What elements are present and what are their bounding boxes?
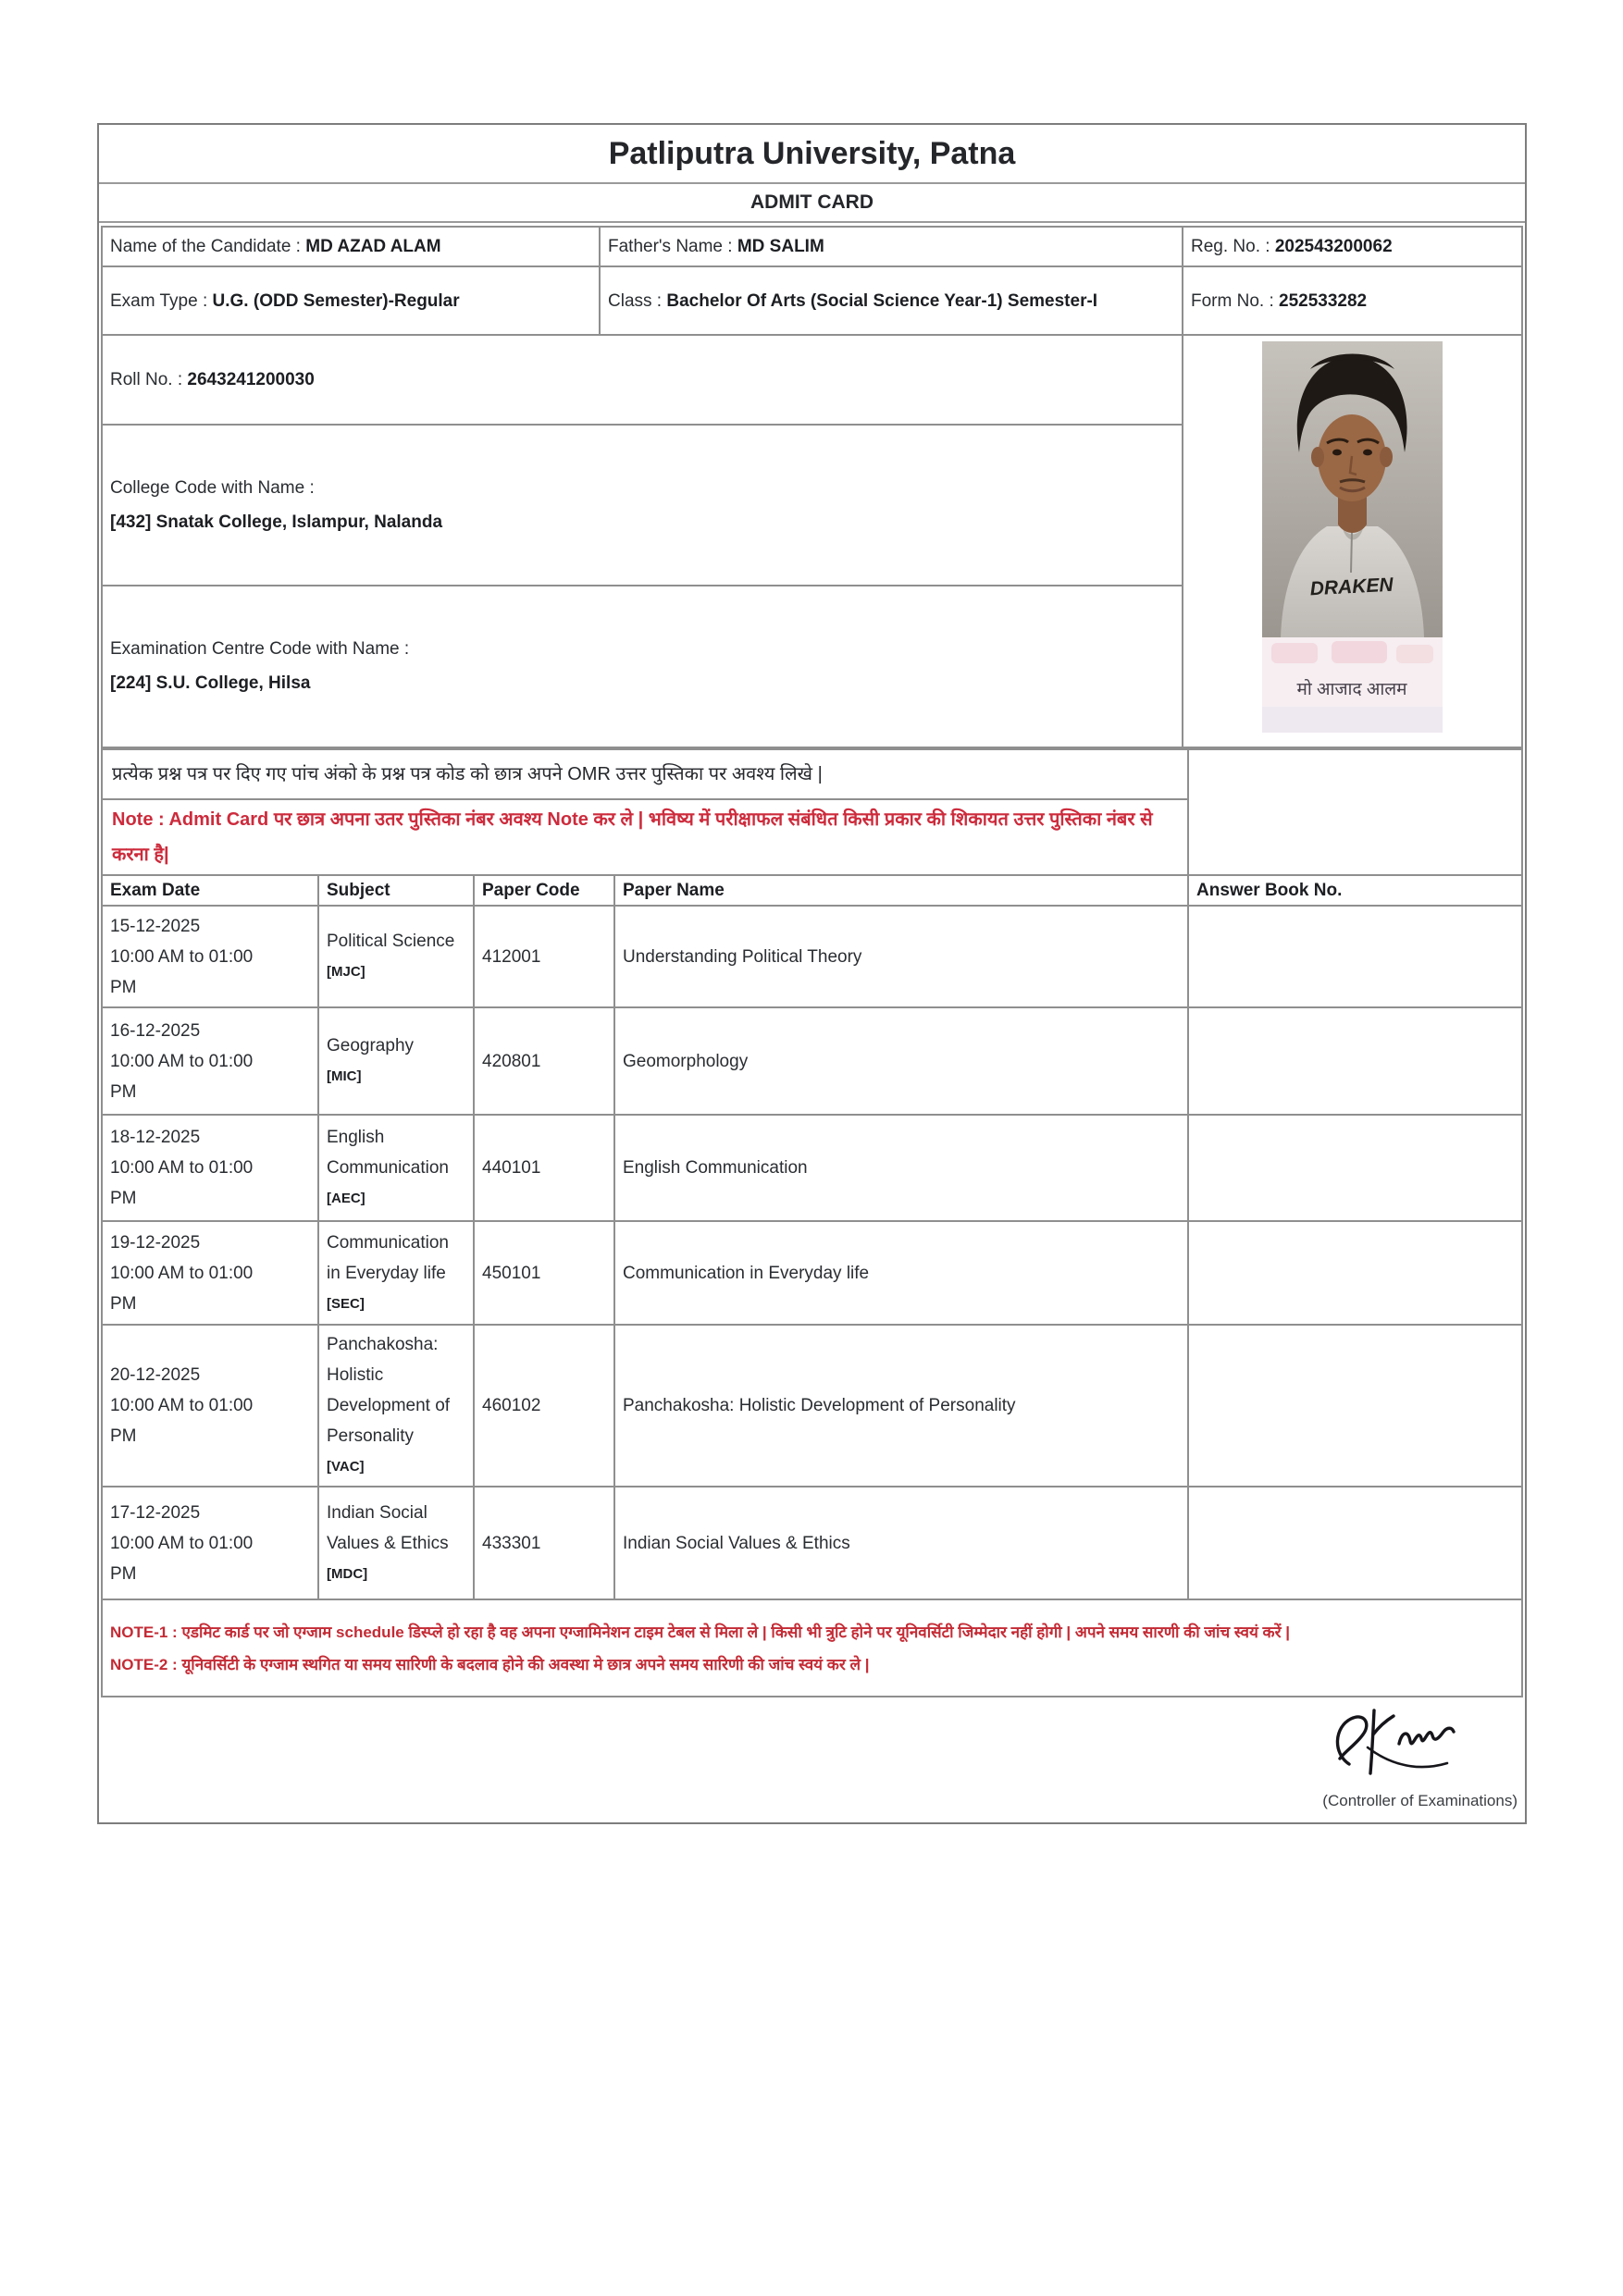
reg-no-value: 202543200062 bbox=[1274, 237, 1393, 256]
exam-type-cell bbox=[102, 266, 600, 335]
exam-date-cell bbox=[102, 906, 318, 1007]
class-value: Bachelor Of Arts (Social Science Year-1) Semester-I bbox=[666, 290, 1098, 311]
col-header-paper-code: Paper Code bbox=[474, 875, 614, 906]
candidate-photo bbox=[1262, 341, 1443, 733]
exam-date-cell bbox=[102, 1115, 318, 1221]
card-title: ADMIT CARD bbox=[99, 184, 1525, 223]
subject: Communication in Everyday life bbox=[327, 1232, 449, 1283]
col-header-subject: Subject bbox=[318, 875, 474, 906]
footer-notes-cell bbox=[102, 1599, 1522, 1697]
exam-time: 10:00 AM to 01:00 PM bbox=[110, 1158, 254, 1208]
schedule-header-row bbox=[102, 875, 1522, 906]
exam-time: 10:00 AM to 01:00 PM bbox=[110, 946, 254, 997]
info-row-roll bbox=[102, 335, 1522, 425]
subject-cell bbox=[318, 906, 474, 1007]
controller-signature-scribble bbox=[1321, 1705, 1488, 1788]
subject-cell bbox=[318, 1007, 474, 1115]
subject-cell bbox=[318, 1487, 474, 1599]
roll-no-value: 2643241200030 bbox=[187, 370, 315, 390]
info-row-1 bbox=[102, 227, 1522, 266]
candidate-name-value: MD AZAD ALAM bbox=[305, 237, 441, 256]
paper-name-cell: English Communication bbox=[614, 1115, 1188, 1221]
page-title: Patliputra University, Patna bbox=[99, 125, 1525, 184]
roll-no-label: Roll No. : bbox=[110, 370, 188, 390]
schedule-row bbox=[102, 1221, 1522, 1325]
paper-code-cell: 450101 bbox=[474, 1221, 614, 1325]
subject-code: [MDC] bbox=[327, 1565, 368, 1582]
college-value: [432] Snatak College, Islampur, Nalanda bbox=[110, 512, 443, 533]
subject: Geography bbox=[327, 1036, 415, 1055]
paper-code-cell: 412001 bbox=[474, 906, 614, 1007]
omr-note-side-cell bbox=[1188, 749, 1522, 875]
exam-date-cell bbox=[102, 1487, 318, 1599]
note-1: NOTE-1 : एडमिट कार्ड पर जो एग्जाम schedule डिस्प्ले हो रहा है वह अपना एग्जामिनेशन टाइम टेबल से मिला ले | किसी भी त्रुटि होने पर यूनिवर्सिटी जिम्मेदार नहीं होगी | अपने समय सारणी की जांच स्वयं करें | bbox=[110, 1623, 1291, 1641]
candidate-photo-image bbox=[1262, 341, 1443, 733]
exam-type-label: Exam Type : bbox=[110, 290, 213, 311]
exam-time: 10:00 AM to 01:00 PM bbox=[110, 1051, 254, 1102]
paper-name-cell: Communication in Everyday life bbox=[614, 1221, 1188, 1325]
subject: English Communication bbox=[327, 1128, 449, 1178]
paper-code-cell: 440101 bbox=[474, 1115, 614, 1221]
paper-name-cell: Geomorphology bbox=[614, 1007, 1188, 1115]
signature-area bbox=[99, 1697, 1525, 1824]
exam-time: 10:00 AM to 01:00 PM bbox=[110, 1533, 254, 1584]
admit-note: Note : Admit Card पर छात्र अपना उतर पुस्तिका नंबर अवश्य Note कर ले | भविष्य में परीक्षाफल संबंधित किसी प्रकार की शिकायत उत्तर पुस्तिका नंबर से करना है| bbox=[102, 799, 1188, 875]
subject-code: [SEC] bbox=[327, 1295, 365, 1312]
paper-name-cell: Understanding Political Theory bbox=[614, 906, 1188, 1007]
exam-date-cell bbox=[102, 1325, 318, 1487]
answer-book-cell bbox=[1188, 1487, 1522, 1599]
footer-notes-row bbox=[102, 1599, 1522, 1697]
answer-book-cell bbox=[1188, 1221, 1522, 1325]
exam-date: 15-12-2025 bbox=[110, 916, 201, 936]
exam-date: 18-12-2025 bbox=[110, 1128, 201, 1147]
candidate-name-label: Name of the Candidate : bbox=[110, 237, 306, 256]
exam-schedule-table bbox=[101, 748, 1523, 1697]
subject-code: [MIC] bbox=[327, 1068, 362, 1084]
college-label: College Code with Name : bbox=[110, 478, 315, 499]
class-label: Class : bbox=[608, 290, 667, 311]
col-header-paper-name: Paper Name bbox=[614, 875, 1188, 906]
subject-code: [VAC] bbox=[327, 1459, 365, 1475]
subject-cell bbox=[318, 1221, 474, 1325]
schedule-row bbox=[102, 1115, 1522, 1221]
paper-code-cell: 420801 bbox=[474, 1007, 614, 1115]
controller-of-examinations-label: (Controller of Examinations) bbox=[1322, 1792, 1518, 1809]
col-header-answer-book: Answer Book No. bbox=[1188, 875, 1522, 906]
candidate-name-cell bbox=[102, 227, 600, 266]
exam-date-cell bbox=[102, 1007, 318, 1115]
form-no-cell bbox=[1183, 266, 1522, 335]
answer-book-cell bbox=[1188, 1007, 1522, 1115]
subject-cell bbox=[318, 1115, 474, 1221]
father-name-value: MD SALIM bbox=[737, 237, 824, 256]
father-name-label: Father's Name : bbox=[608, 237, 737, 256]
exam-date: 19-12-2025 bbox=[110, 1232, 201, 1253]
subject-cell bbox=[318, 1325, 474, 1487]
subject-code: [MJC] bbox=[327, 964, 365, 980]
admit-card-document bbox=[97, 123, 1527, 1824]
roll-no-cell bbox=[102, 335, 1183, 425]
answer-book-cell bbox=[1188, 1325, 1522, 1487]
answer-book-cell bbox=[1188, 906, 1522, 1007]
exam-centre-cell bbox=[102, 586, 1183, 747]
answer-book-cell bbox=[1188, 1115, 1522, 1221]
exam-time: 10:00 AM to 01:00 PM bbox=[110, 1263, 254, 1314]
paper-name-cell: Panchakosha: Holistic Development of Personality bbox=[614, 1325, 1188, 1487]
exam-date: 20-12-2025 bbox=[110, 1365, 201, 1385]
exam-centre-value: [224] S.U. College, Hilsa bbox=[110, 673, 311, 694]
candidate-info-table bbox=[101, 226, 1523, 748]
class-cell bbox=[600, 266, 1183, 335]
exam-centre-label: Examination Centre Code with Name : bbox=[110, 639, 410, 660]
schedule-row bbox=[102, 1007, 1522, 1115]
exam-date-cell bbox=[102, 1221, 318, 1325]
subject-code: [AEC] bbox=[327, 1191, 365, 1206]
form-no-label: Form No. : bbox=[1191, 290, 1280, 311]
reg-no-label: Reg. No. : bbox=[1191, 237, 1275, 256]
paper-name-cell: Indian Social Values & Ethics bbox=[614, 1487, 1188, 1599]
exam-time: 10:00 AM to 01:00 PM bbox=[110, 1396, 254, 1446]
note-2: NOTE-2 : यूनिवर्सिटी के एग्जाम स्थगित या समय सारिणी के बदलाव होने की अवस्था मे छात्र अपने समय सारिणी की जांच स्वयं कर ले | bbox=[110, 1655, 870, 1673]
exam-type-value: U.G. (ODD Semester)-Regular bbox=[212, 290, 460, 311]
form-no-value: 252533282 bbox=[1279, 290, 1368, 311]
schedule-row bbox=[102, 1487, 1522, 1599]
schedule-row bbox=[102, 1325, 1522, 1487]
shirt-print-text: DRAKEN bbox=[1309, 574, 1394, 600]
college-cell bbox=[102, 425, 1183, 585]
subject: Panchakosha: Holistic Development of Personality bbox=[327, 1335, 451, 1446]
exam-date: 16-12-2025 bbox=[110, 1020, 201, 1041]
info-row-2 bbox=[102, 266, 1522, 335]
reg-no-cell bbox=[1183, 227, 1522, 266]
paper-code-cell: 433301 bbox=[474, 1487, 614, 1599]
omr-note: प्रत्येक प्रश्न पत्र पर दिए गए पांच अंको के प्रश्न पत्र कोड को छात्र अपने OMR उत्तर पुस्तिका पर अवश्य लिखे | bbox=[102, 749, 1188, 799]
col-header-exam-date: Exam Date bbox=[102, 875, 318, 906]
omr-note-row bbox=[102, 749, 1522, 799]
paper-code-cell: 460102 bbox=[474, 1325, 614, 1487]
father-name-cell bbox=[600, 227, 1183, 266]
schedule-row bbox=[102, 906, 1522, 1007]
photo-signature-text: मो आजाद आलम bbox=[1296, 680, 1407, 699]
candidate-photo-cell bbox=[1183, 335, 1522, 747]
exam-date: 17-12-2025 bbox=[110, 1502, 201, 1523]
subject: Indian Social Values & Ethics bbox=[327, 1502, 449, 1553]
subject: Political Science bbox=[327, 932, 455, 951]
